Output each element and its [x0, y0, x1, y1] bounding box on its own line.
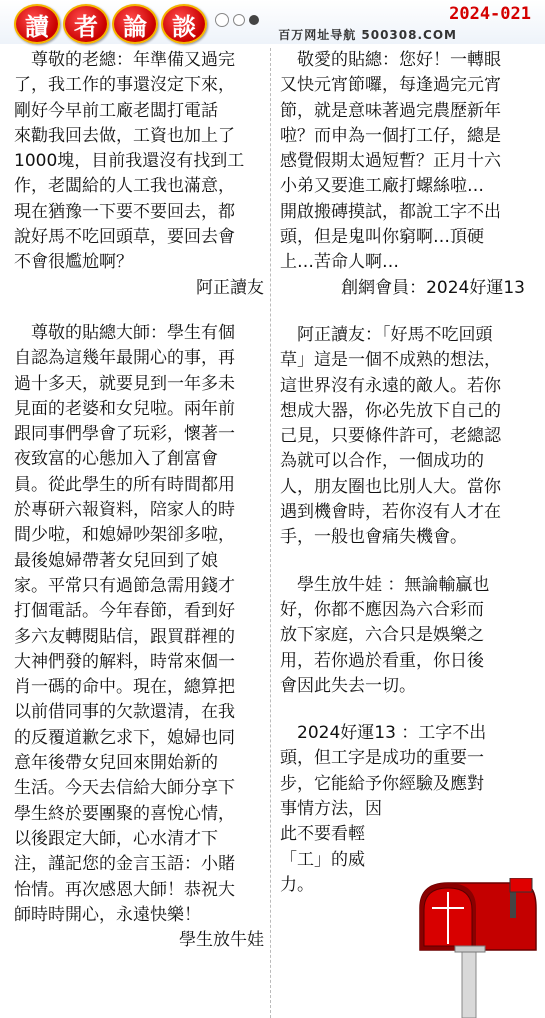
mailbox-illustration	[410, 878, 540, 1018]
text-line: 於專研六報資料，陪家人的時	[14, 500, 235, 521]
text-line: 學生放牛娃 ：無論輸贏也	[280, 574, 490, 595]
text-line: 1000塊，目前我還沒有找到工	[14, 151, 245, 172]
reply-body	[280, 323, 525, 551]
reply-body	[280, 573, 525, 699]
text-line: 說好馬不吃回頭草，要回去會	[14, 227, 235, 248]
reply-body	[280, 721, 525, 898]
text-line: 自認為這幾年最開心的事，再	[14, 348, 235, 369]
text-line: 注，謹記您的金言玉語：小賭	[14, 854, 235, 875]
text-line: 遇到機會時，若你沒有人才在	[280, 502, 501, 523]
text-line: 的反覆道歉乞求下，媳婦也同	[14, 727, 235, 748]
decorative-dots	[215, 13, 259, 27]
text-line: 「工」的威	[280, 849, 365, 870]
text-line: 2024好運13 ：工字不出	[280, 723, 487, 744]
text-line: 肖一碼的命中。現在，總算把	[14, 677, 235, 698]
reply-2	[280, 573, 525, 699]
title-char: 論	[112, 4, 158, 44]
text-line: 家。平常只有過節急需用錢才	[14, 575, 235, 596]
text-line: 上…苦命人啊…	[280, 252, 399, 273]
dot-icon	[215, 13, 229, 27]
text-line: 敬愛的貼總：您好！一轉眼	[280, 50, 501, 70]
text-line: 啦？而申為一個打工仔，總是	[280, 125, 501, 146]
text-line: 尊敬的老總：年準備又過完	[14, 50, 235, 70]
reply-3	[280, 721, 525, 898]
text-line: 作，老闆給的人工我也滿意，	[14, 176, 235, 197]
text-line: 此不要看輕	[280, 824, 365, 845]
text-line: 最後媳婦帶著女兒回到了娘	[14, 550, 218, 571]
letter-signature: 學生放牛娃	[179, 930, 264, 951]
text-line: 阿正讀友：「好馬不吃回頭	[280, 324, 493, 345]
page-header	[0, 0, 545, 44]
text-line: 以前借同事的欠款還清，在我	[14, 702, 235, 723]
text-line: 想成大器，你必先放下自己的	[280, 400, 501, 421]
text-line: 頭，但工字是成功的重要一	[280, 748, 484, 769]
text-line: 會因此失去一切。	[280, 675, 416, 696]
site-watermark: 百万网址导航 500308.COM	[278, 28, 457, 42]
text-line: 事情方法，因	[280, 799, 382, 820]
text-line: 開啟搬磚摸試，都說工字不出	[280, 201, 501, 222]
text-line: 生活。今天去信給大師分享下	[14, 778, 235, 799]
text-line: 為就可以合作，一個成功的	[280, 451, 484, 472]
letter-signature: 創網會員：2024好運13	[341, 277, 525, 298]
text-line: 手，一般也會痛失機會。	[280, 527, 467, 548]
letter-2	[14, 321, 264, 953]
text-line: 這世界沒有永遠的敵人。若你	[280, 375, 501, 396]
letter-body	[14, 321, 264, 928]
text-line: 放下家庭，六合只是娛樂之	[280, 625, 484, 646]
text-line: 又快元宵節囉，每逢過完元宵	[280, 75, 501, 96]
text-line: 夜致富的心態加入了創富會	[14, 449, 218, 470]
reply-1	[280, 323, 525, 551]
text-line: 間少啦，和媳婦吵架卻多啦，	[14, 525, 235, 546]
letter-1	[14, 48, 264, 301]
text-line: 剛好今早前工廠老闆打電話	[14, 100, 218, 121]
letter-signature: 阿正讀友	[196, 277, 264, 298]
dot-icon	[249, 15, 259, 25]
text-line: 己見，只要條件許可，老總認	[280, 426, 501, 447]
title-char: 談	[161, 4, 207, 44]
text-line: 現在猶豫一下要不要回去，都	[14, 201, 235, 222]
column-divider	[270, 48, 271, 1018]
text-line: 不會很尷尬啊？	[14, 252, 133, 273]
text-line: 感覺假期太過短暫？正月十六	[280, 151, 501, 172]
column-title	[14, 4, 207, 44]
text-line: 草」這是一個不成熟的想法，	[280, 350, 501, 371]
title-char: 讀	[14, 4, 60, 44]
text-line: 小弟又要進工廠打螺絲啦…	[280, 176, 484, 197]
issue-number: 2024-021	[449, 4, 531, 24]
left-column	[14, 48, 264, 953]
text-line: 人，朋友圈也比別人大。當你	[280, 476, 501, 497]
text-line: 節，就是意味著過完農歷新年	[280, 100, 501, 121]
text-line: 以後跟定大師，心水清才下	[14, 828, 218, 849]
text-line: 大神們發的解料，時常來個一	[14, 651, 235, 672]
text-line: 打個電話。今年春節，看到好	[14, 601, 235, 622]
letter-body	[280, 48, 525, 276]
text-line: 意年後帶女兒回來開始新的	[14, 753, 218, 774]
right-column	[280, 48, 525, 898]
text-line: 尊敬的貼總大師：學生有個	[14, 322, 235, 343]
text-line: 怡情。再次感恩大師！恭祝大	[14, 879, 235, 900]
text-line: 員。從此學生的所有時間都用	[14, 474, 235, 495]
text-line: 頭，但是鬼叫你窮啊…頂硬	[280, 227, 484, 248]
letter-3	[280, 48, 525, 301]
text-line: 跟同事們學會了玩彩，懷著一	[14, 424, 235, 445]
title-char: 者	[63, 4, 109, 44]
text-line: 多六友轉閱貼信，跟買群裡的	[14, 626, 235, 647]
text-line: 學生終於要團聚的喜悅心情，	[14, 803, 235, 824]
text-line: 了，我工作的事還沒定下來，	[14, 75, 235, 96]
dot-icon	[233, 14, 245, 26]
text-line: 過十多天，就要見到一年多未	[14, 373, 235, 394]
text-line: 來勸我回去做，工資也加上了	[14, 125, 235, 146]
text-line: 力。	[280, 874, 314, 895]
text-line: 步，它能給予你經驗及應對	[280, 773, 484, 794]
text-line: 用，若你過於看重，你日後	[280, 650, 484, 671]
letter-body	[14, 48, 264, 276]
text-line: 師時時開心，永遠快樂！	[14, 904, 201, 925]
text-line: 見面的老婆和女兒啦。兩年前	[14, 398, 235, 419]
text-line: 好，你都不應因為六合彩而	[280, 599, 484, 620]
